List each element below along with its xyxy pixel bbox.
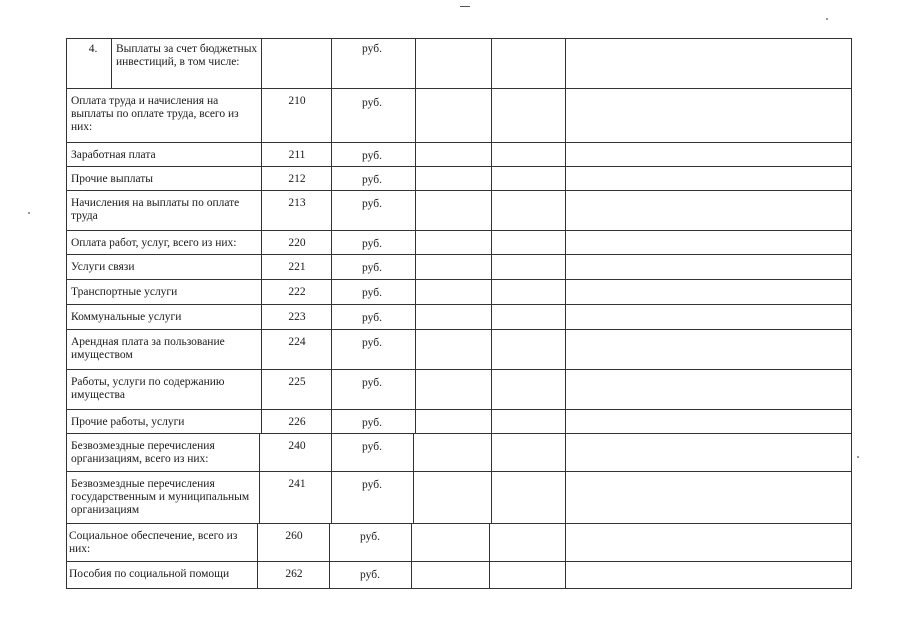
table-row [67,88,851,142]
table-row [67,38,851,88]
row-unit: руб. [362,479,382,491]
row-unit: руб. [362,287,382,299]
table-row [67,190,851,230]
row-unit: руб. [362,198,382,210]
row-name: Прочие работы, услуги [71,416,185,428]
row-code: 220 [288,237,306,249]
row-name: Услуги связи [71,261,135,273]
table-row [67,561,851,588]
row-name: Оплата работ, услуг, всего из них: [71,237,237,249]
table-row [67,523,851,561]
row-unit: руб. [362,238,382,250]
table-row [67,329,851,369]
table-row [67,304,851,329]
table-row [67,230,851,254]
row-name: Заработная плата [71,149,156,161]
row-name: Прочие выплаты [71,173,154,185]
row-code: 224 [288,336,306,348]
row-code: 260 [285,530,303,542]
row-name: Безвозмездные перечисления государственным и муниципальным организациям [71,478,250,516]
table-row [67,433,851,471]
row-number: 4. [88,43,98,55]
page-header-mark [460,6,470,8]
row-code: 223 [288,311,306,323]
row-unit: руб. [362,441,382,453]
row-unit: руб. [360,531,380,543]
table-row [67,409,851,433]
row-name: Выплаты за счет бюджетных инвестиций, в том числе: [116,43,258,68]
row-name: Пособия по социальной помощи [69,568,230,580]
scan-speck [857,456,859,458]
row-unit: руб. [362,262,382,274]
row-code: 240 [288,440,306,452]
budget-table [66,38,852,589]
row-code: 222 [288,286,306,298]
row-unit: руб. [362,97,382,109]
row-unit: руб. [362,337,382,349]
row-code: 241 [288,478,306,490]
row-code: 211 [288,149,306,161]
table-row [67,471,851,523]
row-code: 210 [288,95,306,107]
row-name: Транспортные услуги [71,286,178,298]
row-code [262,39,332,88]
row-unit: руб. [362,417,382,429]
row-code: 226 [288,416,306,428]
row-name: Безвозмездные перечисления организациям, всего из них: [71,440,215,465]
row-name: Коммунальные услуги [71,311,182,323]
row-unit: руб. [362,43,382,55]
table-row [67,142,851,166]
row-code: 221 [288,261,306,273]
table-row [67,254,851,279]
table-row [67,279,851,304]
row-code: 212 [288,173,306,185]
row-name: Социальное обеспечение, всего из них: [69,530,238,555]
row-unit: руб. [362,312,382,324]
row-name: Начисления на выплаты по оплате труда [71,197,240,222]
table-row [67,369,851,409]
row-unit: руб. [362,150,382,162]
row-name: Арендная плата за пользование имуществом [71,336,225,361]
row-unit: руб. [362,377,382,389]
row-code: 262 [285,568,303,580]
row-unit: руб. [362,174,382,186]
row-name: Оплата труда и начисления на выплаты по оплате труда, всего из них: [71,95,239,133]
scan-speck [28,212,30,214]
row-code: 225 [288,376,306,388]
row-unit: руб. [360,569,380,581]
scan-speck [826,18,828,20]
row-name: Работы, услуги по содержанию имущества [71,376,225,401]
row-code: 213 [288,197,306,209]
table-row [67,166,851,190]
